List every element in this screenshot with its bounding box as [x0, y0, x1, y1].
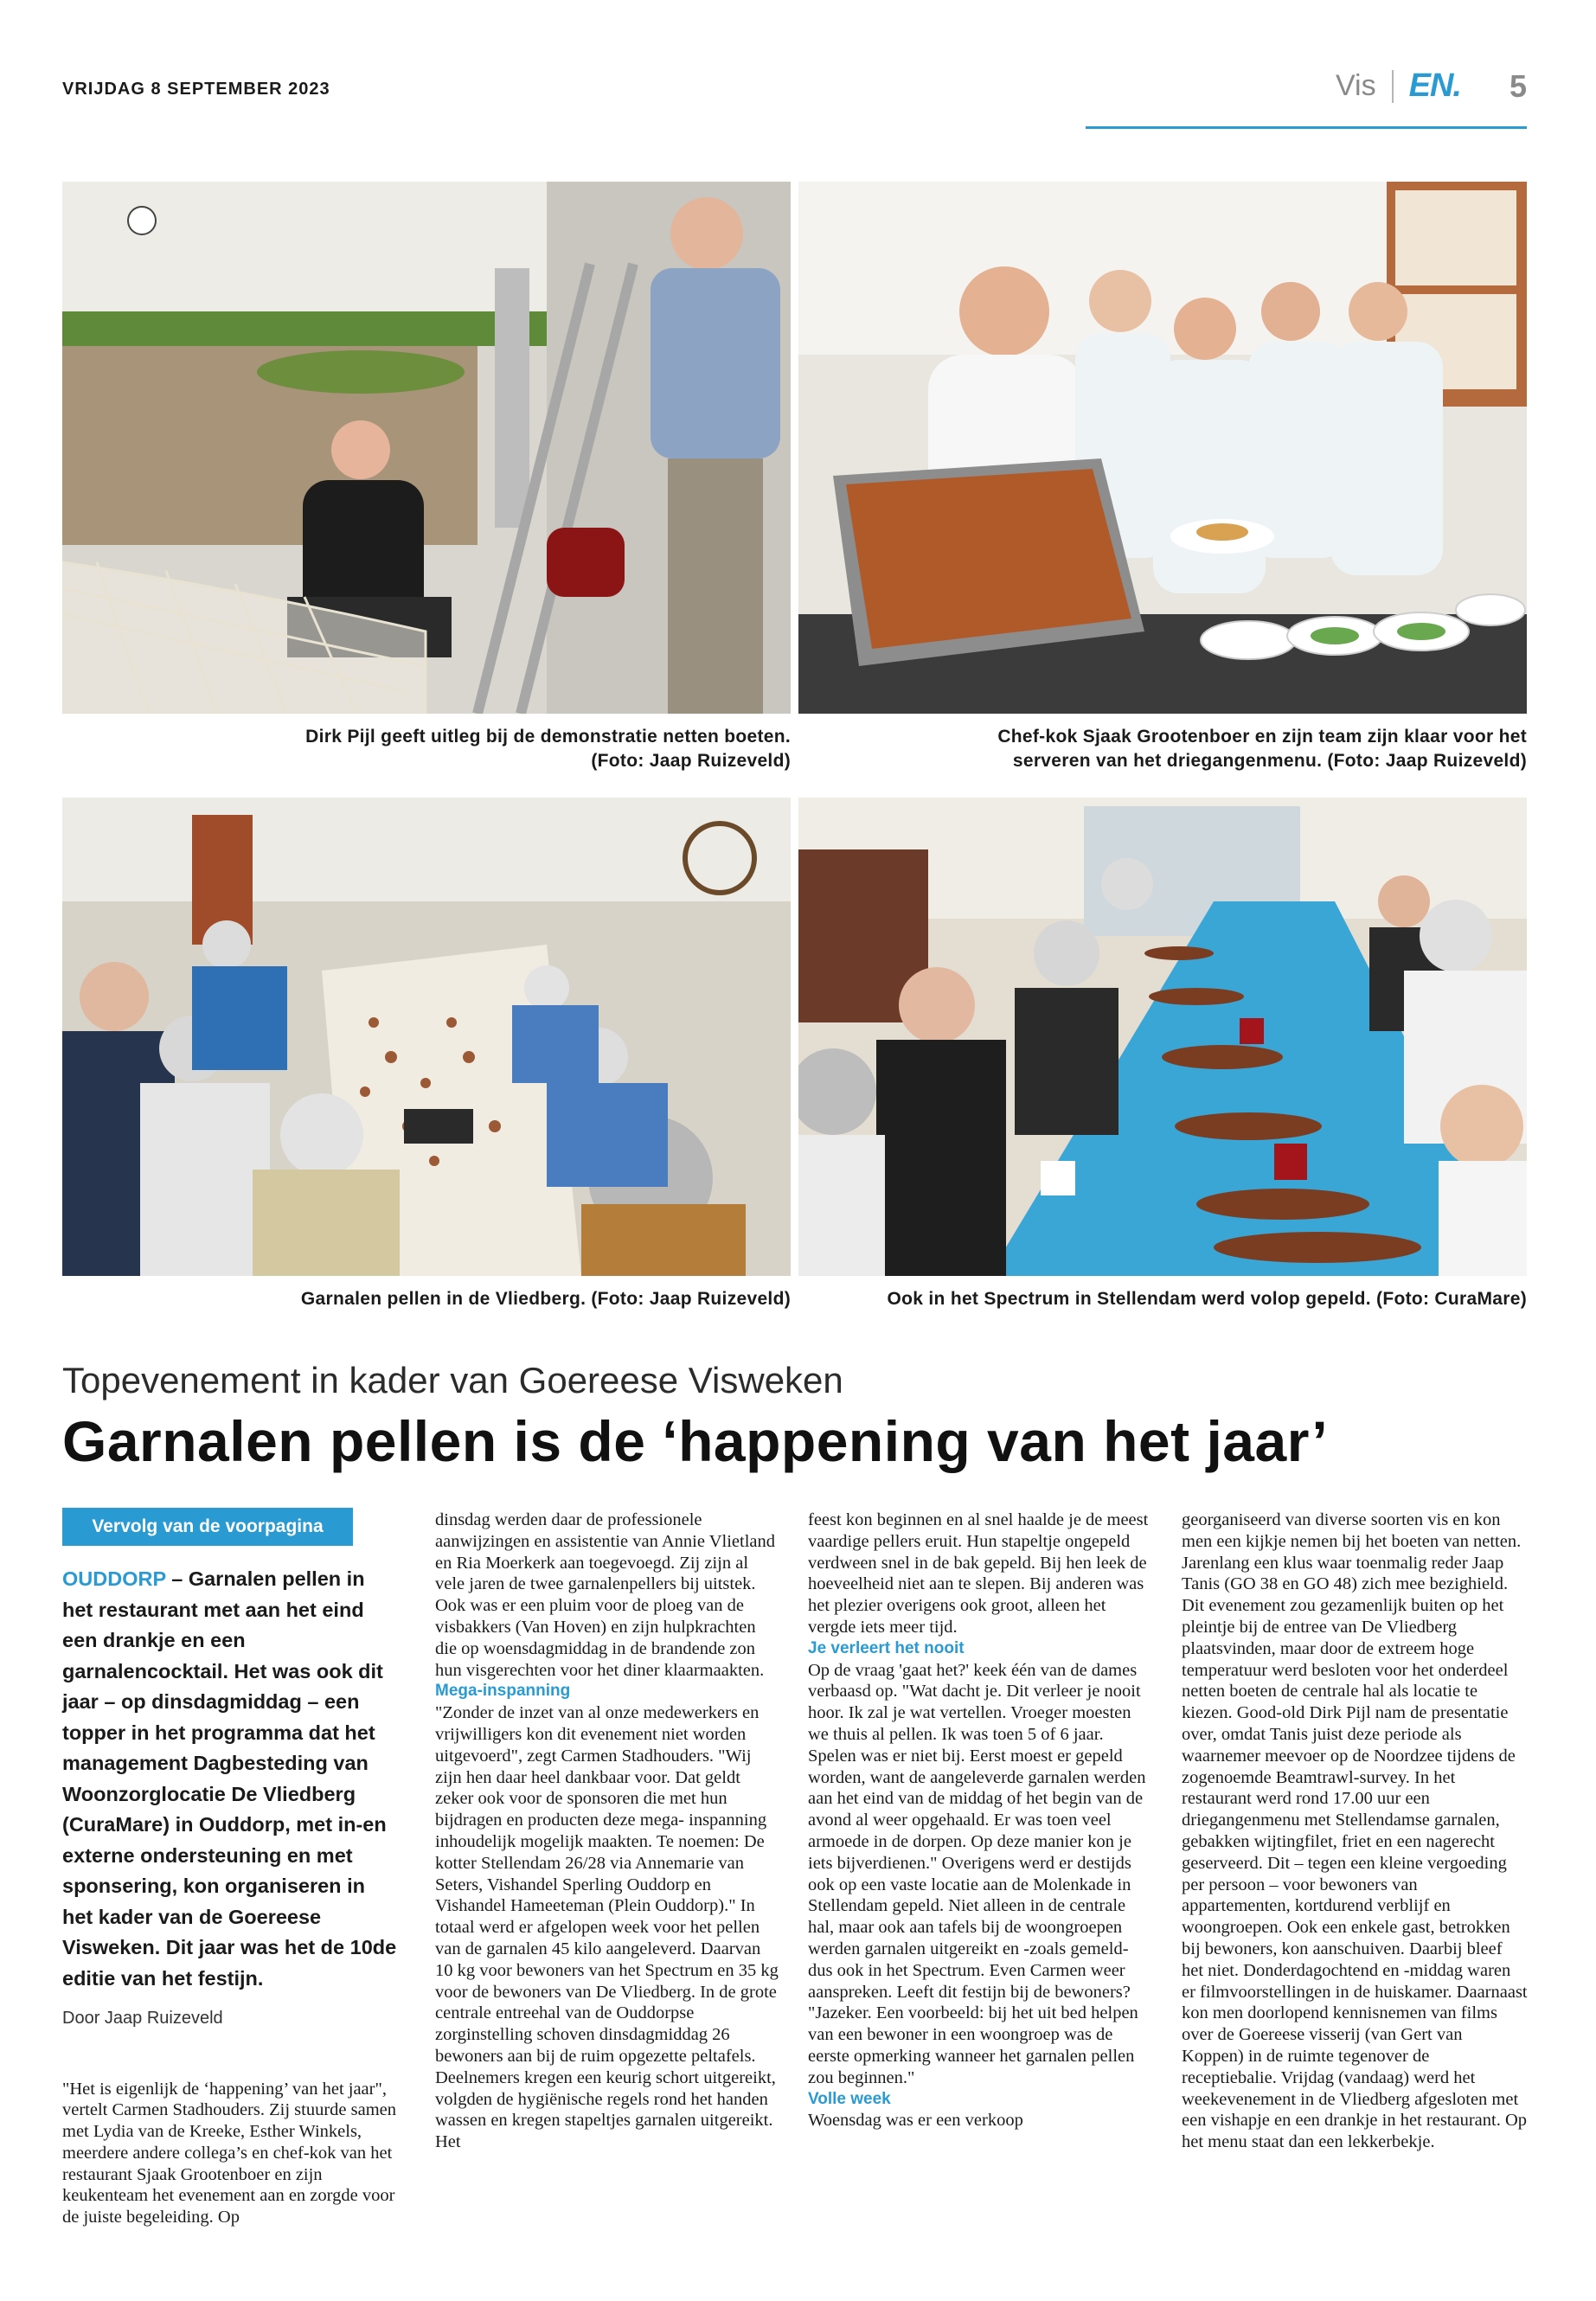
byline: Door Jaap Ruizeveld — [62, 2009, 223, 2028]
page-number: 5 — [1509, 67, 1527, 104]
photo-shrimp-peeling-spectrum — [798, 798, 1527, 1276]
continued-from-front-badge: Vervolg van de voorpagina — [62, 1508, 353, 1546]
paragraph: "Zonder de inzet van al onze medewerkers en vrijwilligers kon dit evenement niet worden uitgevoerd", zegt Carmen Stadhouders. "Wij zijn hen daar heel dankbaar voor. Dat geldt zeker ook voor de sponsoren die met hun bijdragen en producten deze mega- inspanning inhoudelijk mogelijk maakten. Te noemen: De kotter Stellendam 26/28 via Annemarie van Seters, Vishandel Sperling Ouddorp en Vishandel Hameeteman (Plein Ouddorp)." In totaal werd er afgelopen week voor het pellen van de garnalen 45 kilo aangeleverd. Daarvan 10 kg voor bewoners van het Spectrum en 35 kg voor de bewoners van De Vliedberg. In de grote centrale entreehal van de Ouddorpse zorginstelling schoven dinsdagmiddag 26 bewoners aan bij de ruim opgezette peltafels. Deelnemers kregen een keurig schort uitgereikt, volgden de hygiënische regels rond het handen wassen en kregen stapeltjes garnalen uitgereikt. Het — [435, 1703, 779, 2152]
photo-caption — [798, 1287, 1527, 1311]
article-column-1 — [62, 2061, 408, 2247]
subheading: Mega-inspanning — [435, 1682, 571, 1701]
section-name: Vis — [1335, 69, 1376, 102]
caption-line: Dirk Pijl geeft uitleg bij de demonstratie netten boeten. — [305, 727, 791, 747]
photo-caption — [62, 725, 791, 773]
caption-line: serveren van het driegangenmenu. (Foto: Jaap Ruizeveld) — [1012, 751, 1527, 771]
subheading: Je verleert het nooit — [808, 1638, 965, 1657]
dateline-place: OUDDORP — [62, 1567, 166, 1590]
article-column-3 — [808, 1509, 1154, 2131]
header-rule — [1086, 126, 1527, 129]
caption-line: Ook in het Spectrum in Stellendam werd volop gepeld. (Foto: CuraMare) — [887, 1289, 1527, 1309]
paragraph: "Het is eigenlijk de ‘happening’ van het jaar", vertelt Carmen Stadhouders. Zij stuurde samen met Lydia van de Kreeke, Esther Winkels, meerdere andere collega’s en chef-kok van het restaurant Sjaak Grootenboer en zijn keukenteam het evenement aan en zorgde voor de juiste begeleiding. Op — [62, 2079, 396, 2227]
article-headline: Garnalen pellen is de ‘happening van het jaar’ — [62, 1409, 1329, 1473]
photo-caption — [62, 1287, 791, 1311]
photo-shrimp-peeling-vliedberg — [62, 798, 791, 1276]
paragraph: feest kon beginnen en al snel haalde je de meest vaardige pellers eruit. Hun stapeltje ongepeld verdween snel in de bak gepeld. Bij hen leek de hoeveelheid niet aan te slepen. Bij anderen was het plezier overigens ook groot, alleen het vergde iets meer tijd. — [808, 1510, 1149, 1637]
issue-date: VRIJDAG 8 SEPTEMBER 2023 — [62, 80, 330, 99]
photo-net-mending — [62, 182, 791, 714]
article-column-4 — [1182, 1509, 1528, 2153]
photo-kitchen-team — [798, 182, 1527, 714]
divider — [1392, 70, 1394, 103]
article-kicker: Topevenement in kader van Goereese Visweken — [62, 1360, 843, 1400]
photo-caption — [798, 725, 1527, 773]
article-column-2 — [435, 1509, 781, 2153]
paragraph: Woensdag was er een verkoop — [808, 2111, 1023, 2131]
caption-line: Garnalen pellen in de Vliedberg. (Foto: Jaap Ruizeveld) — [300, 1289, 791, 1309]
caption-line: Chef-kok Sjaak Grootenboer en zijn team zijn klaar voor het — [997, 727, 1527, 747]
masthead — [1336, 67, 1527, 105]
paragraph: georganiseerd van diverse soorten vis en kon men een kijkje nemen bij het boeten van netten. Jarenlang een klus waar toenmalig reder Jaap Tanis (GO 38 en GO 48) zich mee bezighield. Dit evenement zou gezamenlijk buiten op het pleintje bij de entree van De Vliedberg plaatsvinden, maar door de extreem hoge temperatuur werd besloten voor het onderdeel netten boeten de centrale hal als locatie te kiezen. Good-old Dirk Pijl nam de presentatie over, omdat Tanis juist deze periode als waarnemer meevoer op de Noordzee tijdens de zogenoemde Beamtrawl-survey. In het restaurant werd rond 17.00 uur een driegangenmenu met Stellendamse garnalen, gebakken wijtingfilet, friet en een nagerecht geserveerd. Dit – tegen een kleine vergoeding per persoon – voor bewoners van appartementen, kortdurend verblijf en woongroepen. Ook een enkele gast, betrokken bij bewoners, kon aanschuiven. Daarbij bleef het niet. Donderdagochtend en -middag waren er filmvoorstellingen in de huiskamer. Daarnaast kon men doorlopend kennisnemen van films over de Goereese visserij (van Gert van Koppen) in de ruimte tegenover de receptiebalie. Vrijdag (vandaag) werd het weekevenement in de Vliedberg afgesloten met een vishapje en een drankje in het restaurant. Op het menu staat dan een lekkerbekje. — [1182, 1510, 1528, 2152]
lead-text: – Garnalen pellen in het restaurant met aan het eind een drankje en een garnalencocktail. Het was ook dit jaar – op dinsdagmiddag – een topper in het programma dat het management Dagbesteding van Woonzorglocatie De Vliedberg (CuraMare) in Ouddorp, met in-en externe ondersteuning en met sponsering, kon organiseren in het kader van de Goereese Visweken. Dit jaar was het de 10de editie van het festijn. — [62, 1567, 397, 1990]
paragraph: dinsdag werden daar de professionele aanwijzingen en assistentie van Annie Vlietland en Ria Moerkerk aan toegevoegd. Zij zijn al vele jaren de twee garnalenpellers bij uitstek. Ook was er een pluim voor de ploeg van de visbakkers (Van Hoven) en zijn hulpkrachten die op woensdagmiddag in de brandende zon hun visgerechten voor het diner klaarmaakten. — [435, 1510, 776, 1680]
article-lead — [62, 1564, 400, 1994]
subheading: Volle week — [808, 2089, 891, 2108]
paragraph: Op de vraag 'gaat het?' keek één van de dames verbaasd op. "Wat dacht je. Dit verleer je nooit hoor. Ik zal je wat vertellen. Vroeger moesten we thuis al pellen. Ik was toen 5 of 6 jaar. Spelen was er niet bij. Eerst moest er gepeld worden, want de aangeleverde garnalen werden aan het eind van de middag of het begin van de avond al weer opgehaald. Er was toen veel armoede in de dorpen. Op deze manier kon je iets bijverdienen." Overigens werd er destijds ook op een vaste locatie aan de Molenkade in Stellendam gepeld. Niet alleen in de centrale hal, maar ook aan tafels bij de woongroepen werden garnalen uitgereikt en -zoals gemeld- dus ook in het Spectrum. Even Carmen weer aanspreken. Leeft dit festijn bij de bewoners? "Jazeker. Een voorbeeld: bij het uit bed helpen van een bewoner in een woongroep was de eerste opmerking wanneer het garnalen pellen zou beginnen." — [808, 1660, 1146, 2087]
logo: EN. — [1408, 67, 1461, 104]
caption-line: (Foto: Jaap Ruizeveld) — [591, 751, 791, 771]
